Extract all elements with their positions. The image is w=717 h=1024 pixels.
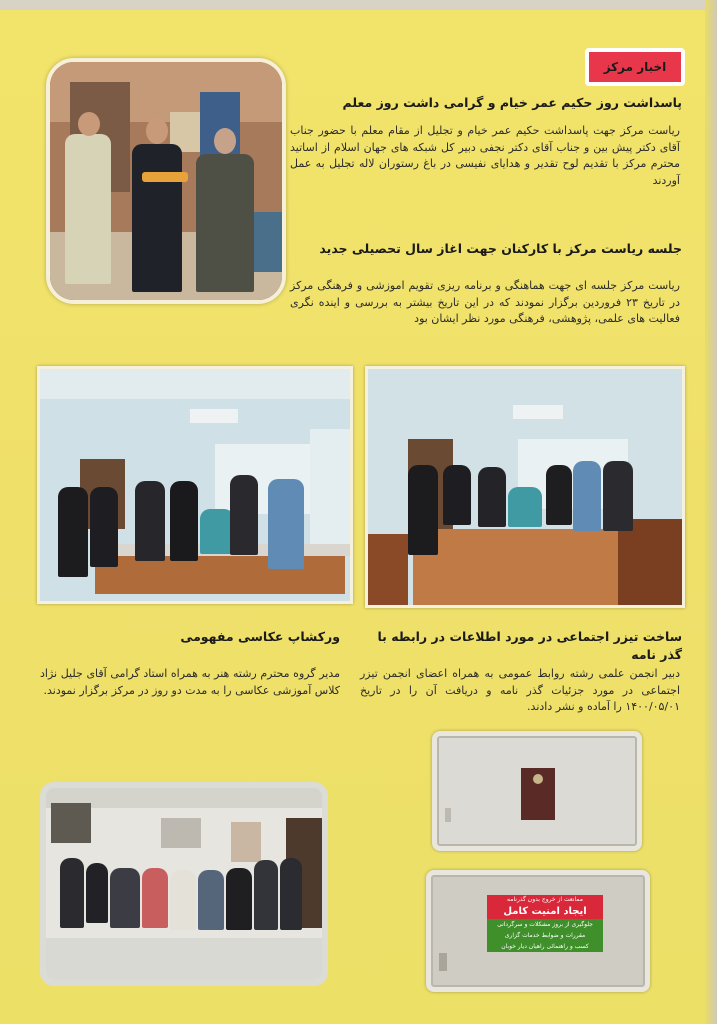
article2-body: ریاست مرکز جلسه ای جهت هماهنگی و برنامه ریزی تقویم اموزشی و فرهنگی مرکز در تاریخ ۲۳ فروردین برگزار نمودند که در این تاریخ بیشتر به بررسی و اینده نگری فعالیت های علمی، پژوهشی، فرهنگی مورد نظر ایشان بود	[290, 279, 680, 325]
banner-line4: مقررات و ضوابط خدمات گزاری	[487, 930, 603, 941]
article1-title: پاسداشت روز حکیم عمر خیام و گرامی داشت روز معلم	[342, 95, 682, 110]
photo-workshop-group	[40, 782, 328, 986]
article4-body: مدیر گروه محترم رشته هنر به همراه استاد گرامی آقای جلیل نژاد کلاس آموزشی عکاسی را به مدت دو روز در مرکز برگزار نمودند.	[40, 667, 340, 697]
banner-line2: ایجاد امنیت کامل	[487, 904, 603, 919]
article3-body: دبیر انجمن علمی رشته روابط عمومی به همراه اعضای انجمن تیزر اجتماعی در مورد جزئیات گذر نامه و دریافت آن را در تاریخ ۱۴۰۰/۰۵/۰۱ را آماده و نشر دادند.	[360, 667, 680, 713]
article2-title: جلسه ریاست مرکز با کارکنان جهت اغاز سال تحصیلی جدید	[319, 241, 682, 256]
article3-title: ساخت تیزر اجتماعی در مورد اطلاعات در رابطه با گذر نامه	[377, 629, 682, 662]
teaser-still-logo	[432, 731, 642, 851]
photo-staff-meeting-right	[365, 366, 685, 608]
photo-staff-meeting-left	[37, 366, 353, 604]
paper-edge-right	[705, 0, 717, 1024]
banner-line5: کسب و راهنمائی راهیان دیار خوبان	[487, 941, 603, 952]
teaser-banner	[487, 895, 603, 963]
paper-edge-top	[0, 0, 717, 10]
teaser-still-banner	[426, 870, 650, 992]
banner-line1: ممانعت از خروج بدون گذرنامه	[487, 895, 603, 904]
section-tag: اخبار مرکز	[589, 52, 681, 82]
article4-title: ورکشاپ عکاسی مفهومی	[180, 629, 340, 644]
emblem-icon	[533, 774, 543, 784]
photo-award-ceremony	[46, 58, 286, 304]
banner-line3: جلوگیری از بروز مشکلات و سرگردانی	[487, 919, 603, 930]
article1-body: ریاست مرکز جهت پاسداشت حکیم عمر خیام و تجلیل از مقام معلم با حضور جناب آقای دکتر پیش بین و جناب آقای دکتر نجفی دبیر کل شبکه های جهان اسلام از اساتید محترم مرکز با تقدیم لوح تقدیر و هدایای نفیسی در باغ رستوران لاله تجلیل به عمل آوردند	[290, 124, 680, 187]
